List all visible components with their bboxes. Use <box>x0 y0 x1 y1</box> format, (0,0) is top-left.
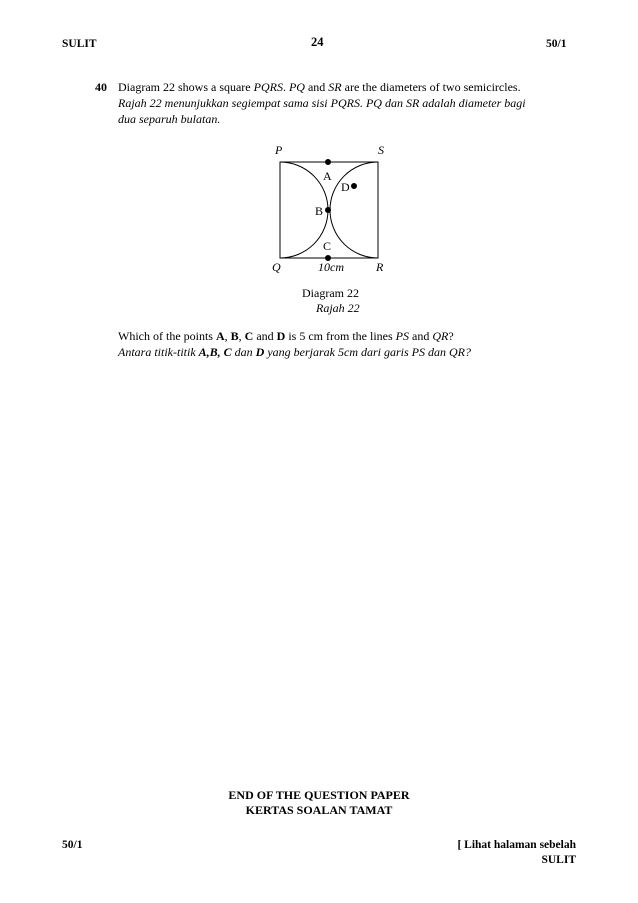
q-text: . <box>282 80 289 94</box>
prompt-text: and <box>409 329 433 343</box>
q-text: and <box>304 80 329 94</box>
end-of-paper-ms: KERTAS SOALAN TAMAT <box>245 803 393 817</box>
prompt-b: B <box>230 329 239 343</box>
header-left: SULIT <box>62 38 97 50</box>
semicircle-sr <box>330 162 378 258</box>
prompt-text: , <box>224 329 231 343</box>
point-b <box>325 207 331 213</box>
label-c: C <box>323 239 332 253</box>
prompt-text: is 5 cm from the lines <box>285 329 396 343</box>
footer-right-line2: SULIT <box>541 854 576 866</box>
prompt-ms-points: A,B, C <box>198 345 232 359</box>
question-text-ms-line1: Rajah 22 menunjukkan segiempat sama sisi PQRS. PQ dan SR adalah diameter bagi <box>118 96 526 110</box>
footer-right-line1: [ Lihat halaman sebelah <box>457 839 576 851</box>
prompt-c: C <box>244 329 254 343</box>
end-of-paper-en: END OF THE QUESTION PAPER <box>228 788 410 802</box>
diagram-22 <box>260 140 410 275</box>
prompt-text: ? <box>448 329 454 343</box>
prompt-ms-d: D <box>255 345 265 359</box>
q-pqrs: PQRS <box>253 80 283 94</box>
prompt-text: Which of the points <box>118 329 216 343</box>
q-pq: PQ <box>288 80 305 94</box>
diagram-caption-ms: Rajah 22 <box>316 301 360 315</box>
footer-left: 50/1 <box>62 839 83 851</box>
prompt-en <box>118 328 454 344</box>
label-b: B <box>315 204 324 218</box>
header-right: 50/1 <box>546 38 567 50</box>
prompt-ps: PS <box>395 329 410 343</box>
prompt-text: , <box>238 329 245 343</box>
label-p: P <box>275 143 283 157</box>
prompt-text: and <box>253 329 277 343</box>
page-number: 24 <box>311 35 324 49</box>
prompt-a: A <box>215 329 225 343</box>
prompt-d: D <box>276 329 286 343</box>
question-text-en <box>118 79 521 95</box>
question-text-ms-line2: dua separuh bulatan. <box>118 112 221 126</box>
label-s: S <box>378 143 384 157</box>
point-d <box>351 183 357 189</box>
q-sr: SR <box>328 80 342 94</box>
prompt-qr: QR <box>432 329 449 343</box>
label-q: Q <box>272 260 281 274</box>
question-number: 40 <box>95 80 107 94</box>
prompt-ms-text: dan <box>231 345 256 359</box>
label-d: D <box>341 180 350 194</box>
label-r: R <box>376 260 384 274</box>
q-text: Diagram 22 shows a square <box>118 80 254 94</box>
q-text: are the diameters of two semicircles. <box>341 80 521 94</box>
prompt-ms-text: Antara titik-titik <box>118 345 199 359</box>
prompt-ms <box>118 344 471 360</box>
diagram-caption-en: Diagram 22 <box>302 286 359 300</box>
point-top <box>325 159 331 165</box>
prompt-ms-text: yang berjarak 5cm dari garis PS dan QR? <box>264 345 471 359</box>
label-side-length: 10cm <box>318 260 344 274</box>
label-a: A <box>323 169 332 183</box>
